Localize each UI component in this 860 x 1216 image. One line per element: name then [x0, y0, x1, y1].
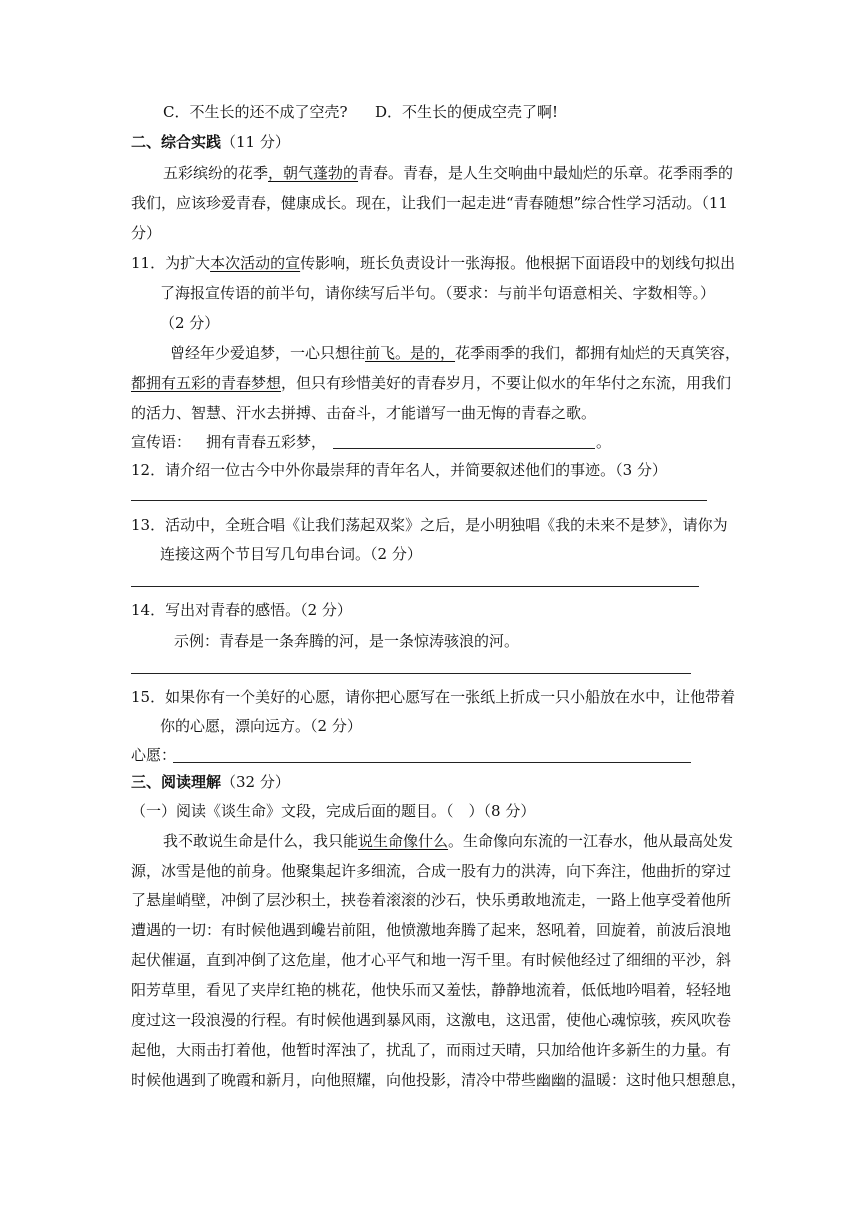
passage-text: 花季雨季的我们，都拥有灿烂的天真笑容，: [455, 344, 741, 362]
q13-line1: 13．活动中，全班合唱《让我们荡起双桨》之后，是小明独唱《我的未来不是梦》，请你为: [131, 516, 728, 534]
reading-text: 。生命像向东流的一江春水，他从最高处发: [448, 832, 734, 850]
q11-line1: [131, 252, 735, 274]
q11-passage-line3: 的活力、智慧、汗水去拼搏、击奋斗，才能谱写一曲无悔的青春之歌。: [131, 404, 597, 422]
section3-heading: 三、阅读理解: [131, 773, 222, 791]
reading-line3: 了悬崖峭壁，冲倒了层沙积土，挟卷着滚滚的沙石，快乐勇敢地流走，一路上他享受着他所: [131, 891, 732, 909]
passage-underlined: 都拥有五彩的青春梦想: [131, 374, 282, 392]
passage-text: 曾经年少爱追梦，一心只想往: [170, 344, 366, 362]
q14-answer-blank[interactable]: [131, 673, 691, 674]
section3-sub1: （一）阅读《谈生命》文段，完成后面的题目。（ ）（8 分）: [131, 802, 536, 820]
wish-label: 心愿：: [131, 746, 177, 764]
slogan-text: 拥有青春五彩梦，: [206, 433, 327, 451]
option-d: D．不生长的便成空壳了啊!: [375, 103, 559, 121]
q11-passage-line2: [131, 372, 731, 394]
reading-line7: 度过这一段浪漫的行程。有时候他遇到暴风雨，这激电，这迅雷，使他心魂惊骇，疾风吹卷: [131, 1011, 732, 1029]
intro-underlined: ，朝气蓬勃的: [268, 164, 359, 182]
q11-line2: 了海报宣传语的前半句，请你续写后半句。（要求：与前半句语意相关、字数相等。）: [160, 284, 716, 302]
q13-answer-blank[interactable]: [131, 586, 699, 587]
passage-underlined: 前飞。是的，: [365, 344, 456, 362]
reading-line4: 遭遇的一切：有时候他遇到巉岩前阻，他愤激地奔腾了起来，怒吼着，回旋着，前波后浪地: [131, 921, 732, 939]
q11-passage-line1: [170, 342, 740, 364]
q11-text: 11．为扩大: [131, 254, 211, 272]
intro-text: 五彩缤纷的花季: [163, 164, 269, 182]
q11-underlined: 本次活动的宣: [210, 254, 301, 272]
reading-line5: 起伏催逼，直到冲倒了这危崖，他才心平气和地一泻千里。有时候他经过了细细的平沙，斜: [131, 951, 732, 969]
q15-line1: 15．如果你有一个美好的心愿，请你把心愿写在一张纸上折成一只小船放在水中，让他带着: [131, 688, 736, 706]
q14-example: 示例：青春是一条奔腾的河，是一条惊涛骇浪的河。: [174, 632, 520, 650]
section2-heading: 二、综合实践: [131, 133, 222, 151]
section2-score: （11 分）: [221, 133, 290, 151]
q12-line1: 12．请介绍一位古今中外你最崇拜的青年名人，并简要叙述他们的事迹。（3 分）: [131, 461, 667, 479]
wish-answer-blank[interactable]: [173, 762, 691, 763]
option-c: C．不生长的还不成了空壳?: [163, 103, 348, 121]
slogan-label: 宣传语：: [131, 433, 192, 451]
reading-line9: 时候他遇到了晚霞和新月，向他照耀，向他投影，清冷中带些幽幽的温暖：这时他只想憩息，: [131, 1071, 747, 1089]
slogan-end: 。: [596, 433, 612, 451]
slogan-answer-blank[interactable]: [333, 448, 595, 449]
q11-text: 传影响，班长负责设计一张海报。他根据下面语段中的划线句拟出: [300, 254, 736, 272]
section3-title: [131, 771, 290, 793]
section2-title: [131, 131, 290, 153]
q14-line1: 14．写出对青春的感悟。（2 分）: [131, 601, 352, 619]
reading-text: 我不敢说生命是什么，我只能: [163, 832, 359, 850]
reading-line6: 阳芳草里，看见了夹岸红艳的桃花，他快乐而又羞怯，静静地流着，低低地吟唱着，轻轻地: [131, 981, 732, 999]
q12-answer-blank[interactable]: [131, 500, 707, 501]
reading-line8: 起他，大雨击打着他，他暂时浑浊了，扰乱了，而雨过天晴，只加给他许多新生的力量。有: [131, 1041, 732, 1059]
section2-intro-line3: 分）: [131, 224, 162, 242]
q11-line3: （2 分）: [160, 314, 220, 332]
q15-line2: 你的心愿，漂向远方。（2 分）: [160, 717, 362, 735]
reading-line2: 源，冰雪是他的前身。他聚集起许多细流，合成一股有力的洪涛，向下奔注，他曲折的穿过: [131, 862, 732, 880]
section2-intro-line2: 我们，应该珍爱青春，健康成长。现在，让我们一起走进“青春随想”综合性学习活动。（11: [131, 194, 728, 212]
intro-text: 青春。青春，是人生交响曲中最灿烂的乐章。花季雨季的: [358, 164, 734, 182]
section2-intro-line1: [163, 162, 733, 184]
reading-underlined: 说生命像什么: [358, 832, 449, 850]
passage-text: ，但只有珍惜美好的青春岁月，不要让似水的年华付之东流，用我们: [281, 374, 732, 392]
section3-score: （32 分）: [221, 773, 290, 791]
reading-line1: [163, 830, 733, 852]
q13-line2: 连接这两个节目写几句串台词。（2 分）: [160, 545, 422, 563]
